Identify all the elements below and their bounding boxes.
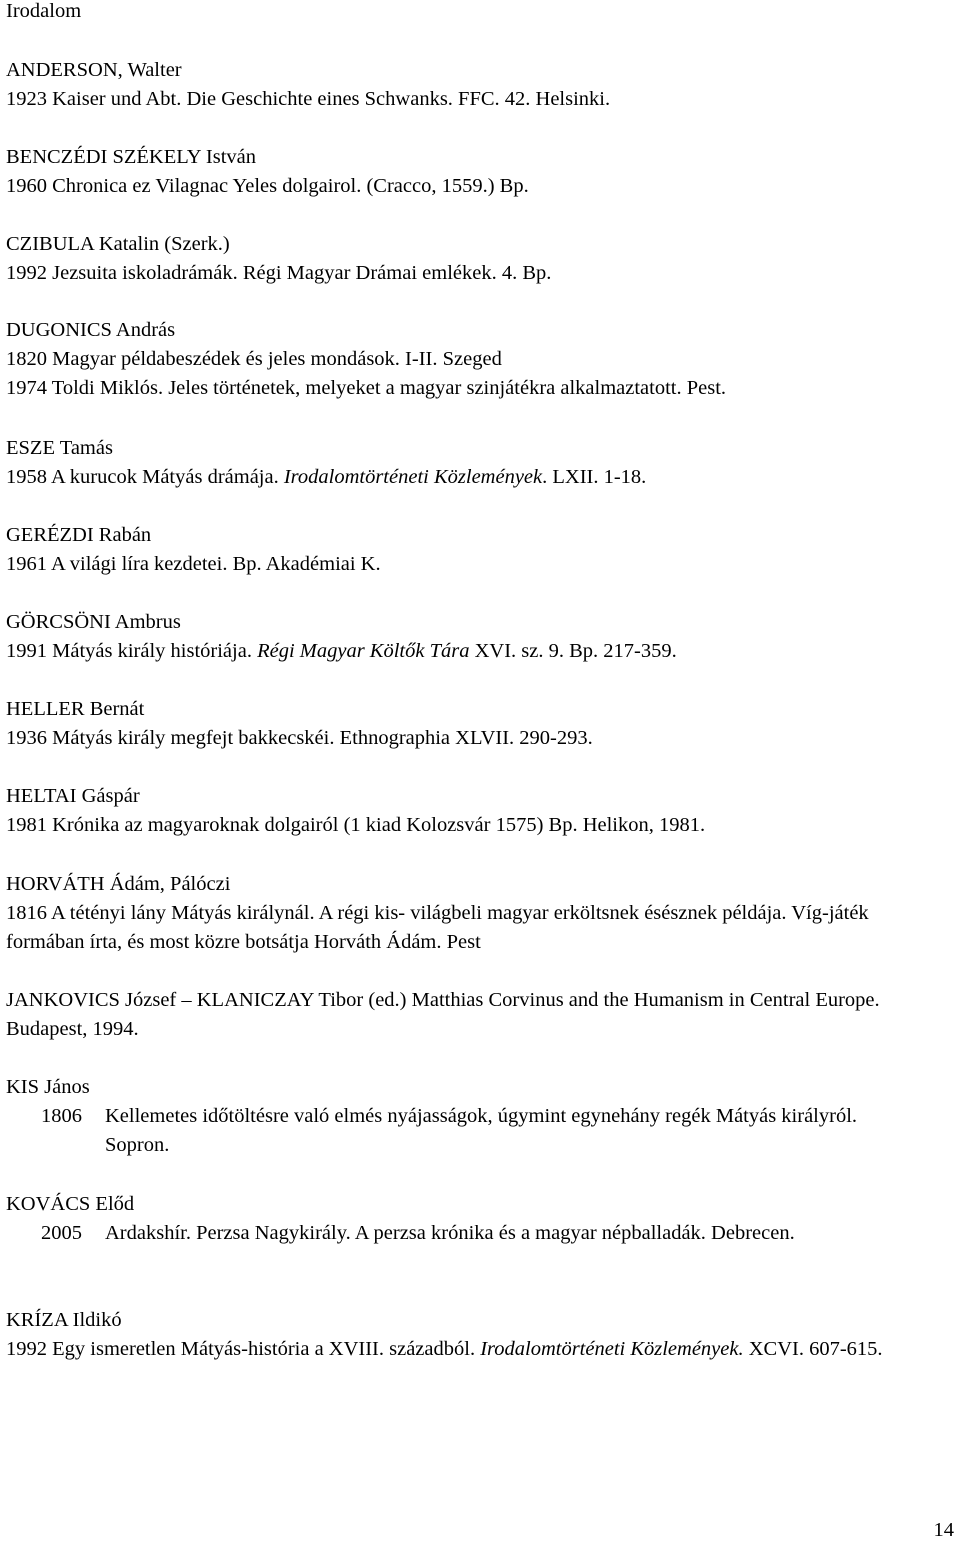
entry-work: 1992 Jezsuita iskoladrámák. Régi Magyar Drámai emlékek. 4. Bp.: [6, 262, 552, 284]
bib-entry-gerezdi: [6, 521, 936, 579]
entry-work: 1992 Egy ismeretlen Mátyás-história a XVIII. századból. Irodalomtörténeti Közlemények. XCVI. 607-615.: [6, 1338, 883, 1360]
entry-work: 1958 A kurucok Mátyás drámája. Irodalomtörténeti Közlemények. LXII. 1-18.: [6, 466, 647, 488]
bib-entry-horvath: [6, 870, 936, 957]
page-number: 14: [933, 1519, 954, 1541]
bib-entry-jankovics: [6, 986, 936, 1044]
page-title: Irodalom: [6, 0, 82, 22]
entry-text: Kellemetes időtöltésre való elmés nyájasságok, úgymint egynehány regék Mátyás királyról. Sopron.: [105, 1105, 858, 1156]
entry-work: 1820 Magyar példabeszédek és jeles mondások. I-II. Szeged: [6, 348, 502, 370]
entry-work: JANKOVICS József – KLANICZAY Tibor (ed.) Matthias Corvinus and the Humanism in Central Europe. Budapest, 1994.: [6, 989, 880, 1040]
bib-entry-anderson: [6, 56, 936, 114]
bib-entry-dugonics: [6, 316, 936, 403]
entry-work: 1991 Mátyás király históriája. Régi Magyar Költők Tára XVI. sz. 9. Bp. 217-359.: [6, 640, 677, 662]
entry-work: 1961 A világi líra kezdetei. Bp. Akadémiai K.: [6, 553, 381, 575]
entry-work: 1923 Kaiser und Abt. Die Geschichte eines Schwanks. FFC. 42. Helsinki.: [6, 88, 611, 110]
entry-author: HELTAI Gáspár: [6, 785, 140, 807]
entry-text: Ardakshír. Perzsa Nagykirály. A perzsa krónika és a magyar népballadák. Debrecen.: [105, 1222, 795, 1244]
entry-author: BENCZÉDI SZÉKELY István: [6, 146, 256, 168]
bib-entry-gorcsoni: [6, 608, 936, 666]
entry-author: KRÍZA Ildikó: [6, 1309, 122, 1331]
bib-entry-esze: [6, 434, 936, 492]
entry-author: HORVÁTH Ádám, Pálóczi: [6, 873, 231, 895]
bib-entry-czibula: [6, 230, 936, 288]
entry-author: CZIBULA Katalin (Szerk.): [6, 233, 230, 255]
entry-author: HELLER Bernát: [6, 698, 145, 720]
entry-author: KIS János: [6, 1076, 90, 1098]
entry-author: GÖRCSÖNI Ambrus: [6, 611, 181, 633]
entry-work: 1974 Toldi Miklós. Jeles történetek, melyeket a magyar szinjátékra alkalmaztatott. Pest.: [6, 377, 727, 399]
bib-entry-kriza: [6, 1306, 936, 1364]
entry-year: 2005: [41, 1222, 82, 1244]
entry-work: 1936 Mátyás király megfejt bakkecskéi. Ethnographia XLVII. 290-293.: [6, 727, 593, 749]
entry-author: KOVÁCS Előd: [6, 1193, 135, 1215]
entry-author: ESZE Tamás: [6, 437, 113, 459]
bib-entry-kis: [6, 1073, 936, 1160]
bib-entry-heltai: [6, 782, 936, 840]
entry-work: 1981 Krónika az magyaroknak dolgairól (1 kiad Kolozsvár 1575) Bp. Helikon, 1981.: [6, 814, 706, 836]
bib-entry-kovacs: [6, 1190, 936, 1248]
bib-entry-benczedi: [6, 143, 936, 201]
bib-entry-heller: [6, 695, 936, 753]
entry-work: [6, 1219, 936, 1248]
entry-year: 1806: [41, 1105, 82, 1127]
entry-work: 1816 A tétényi lány Mátyás királynál. A régi kis- világbeli magyar erköltsnek ésésznek példája. Víg-játék formában írta, és most közre botsátja Horváth Ádám. Pest: [6, 902, 869, 953]
entry-work: [6, 1102, 936, 1160]
entry-author: ANDERSON, Walter: [6, 59, 182, 81]
entry-work: 1960 Chronica ez Vilagnac Yeles dolgairol. (Cracco, 1559.) Bp.: [6, 175, 529, 197]
entry-author: GERÉZDI Rabán: [6, 524, 152, 546]
entry-author: DUGONICS András: [6, 319, 176, 341]
